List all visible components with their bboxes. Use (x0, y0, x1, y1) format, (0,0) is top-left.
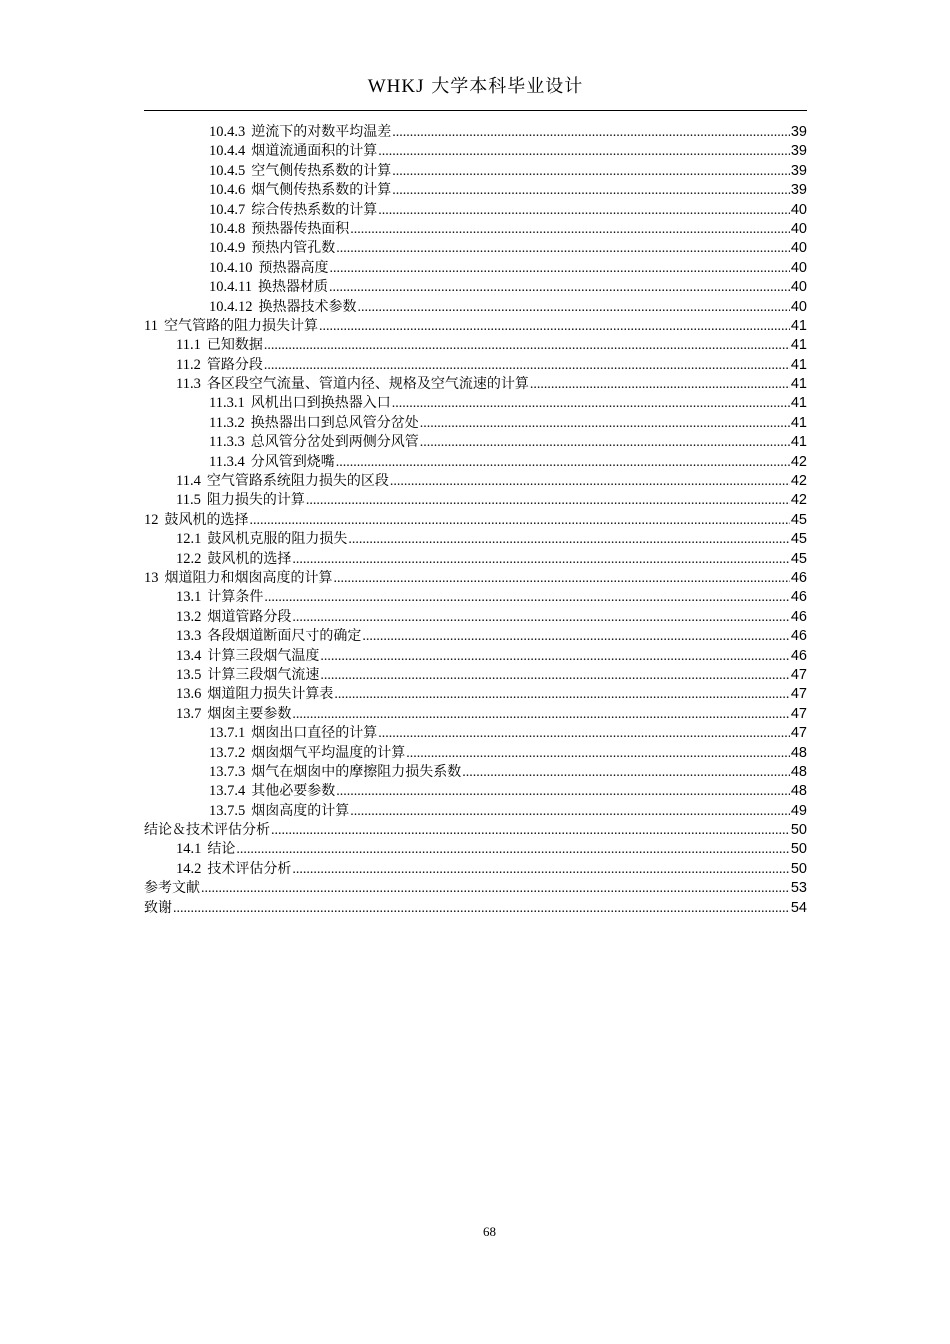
toc-entry-number: 11.3 (176, 376, 201, 393)
toc-entry[interactable] (144, 433, 807, 452)
toc-entry-title: 技术评估分析 (207, 860, 292, 877)
toc-entry[interactable] (144, 511, 807, 530)
toc-entry-number: 13.7 (176, 705, 202, 722)
toc-entry-title: 预热器高度 (258, 259, 329, 276)
toc-dot-leader (201, 879, 790, 898)
toc-entry-number: 13.1 (176, 589, 202, 606)
toc-entry[interactable] (144, 336, 807, 355)
toc-entry-title: 烟道阻力和烟囱高度的计算 (164, 569, 333, 586)
toc-entry[interactable] (144, 608, 807, 627)
toc-dot-leader (362, 627, 789, 646)
toc-entry-number: 13 (144, 569, 159, 586)
toc-entry-number: 13.2 (176, 608, 202, 625)
toc-entry-title: 各区段空气流量、管道内径、规格及空气流速的计算 (206, 376, 529, 393)
toc-entry-page: 47 (790, 686, 807, 703)
toc-entry-title: 烟道阻力损失计算表 (207, 686, 334, 703)
toc-entry[interactable] (144, 259, 807, 278)
toc-dot-leader (392, 162, 790, 181)
toc-entry-number: 14.1 (176, 841, 202, 858)
toc-entry-number: 10.4.4 (209, 143, 246, 160)
toc-entry-title: 空气侧传热系数的计算 (251, 162, 392, 179)
toc-entry-page: 48 (790, 763, 807, 780)
toc-entry-title: 参考文献 (144, 880, 200, 897)
toc-entry[interactable] (144, 453, 807, 472)
toc-dot-leader (336, 239, 790, 258)
toc-dot-leader (336, 782, 790, 801)
toc-entry-number: 10.4.5 (209, 162, 246, 179)
toc-entry-title: 其他必要参数 (251, 783, 336, 800)
toc-entry-page: 41 (790, 337, 807, 354)
toc-entry[interactable] (144, 550, 807, 569)
toc-dot-leader (530, 375, 790, 394)
toc-entry-page: 54 (790, 899, 807, 916)
toc-entry[interactable] (144, 685, 807, 704)
toc-dot-leader (334, 569, 790, 588)
toc-entry-page: 49 (790, 802, 807, 819)
toc-entry-number: 10.4.10 (209, 259, 253, 276)
toc-entry-page: 39 (790, 182, 807, 199)
toc-entry-page: 42 (790, 453, 807, 470)
toc-entry[interactable] (144, 142, 807, 161)
toc-entry[interactable] (144, 201, 807, 220)
toc-entry-number: 13.4 (176, 647, 202, 664)
toc-dot-leader (292, 860, 789, 879)
toc-dot-leader (392, 394, 790, 413)
toc-entry-page: 46 (790, 608, 807, 625)
toc-entry-title: 致谢 (144, 899, 172, 916)
toc-entry-number: 10.4.3 (209, 124, 246, 140)
toc-entry-number: 13.6 (176, 686, 202, 703)
toc-entry-title: 烟气侧传热系数的计算 (251, 182, 392, 199)
toc-entry-number: 13.7.3 (209, 763, 246, 780)
toc-entry-title: 烟囱烟气平均温度的计算 (251, 744, 406, 761)
toc-entry-number: 10.4.9 (209, 240, 246, 257)
toc-entry[interactable] (144, 879, 807, 898)
toc-dot-leader (292, 705, 789, 724)
toc-entry-title: 鼓风机克服的阻力损失 (207, 531, 348, 548)
toc-entry[interactable] (144, 763, 807, 782)
toc-entry-number: 11.3.3 (209, 434, 245, 451)
toc-entry[interactable] (144, 394, 807, 413)
toc-entry-page: 42 (790, 473, 807, 490)
toc-entry[interactable] (144, 220, 807, 239)
toc-entry-title: 分风管到烧嘴 (250, 453, 335, 470)
toc-dot-leader (173, 899, 790, 918)
toc-entry[interactable] (144, 356, 807, 375)
toc-entry-title: 综合传热系数的计算 (251, 201, 378, 218)
toc-entry-number: 14.2 (176, 860, 202, 877)
toc-entry-page: 50 (790, 860, 807, 877)
toc-entry[interactable] (144, 530, 807, 549)
toc-entry[interactable] (144, 472, 807, 491)
toc-entry[interactable] (144, 782, 807, 801)
toc-dot-leader (264, 336, 790, 355)
toc-dot-leader (330, 259, 790, 278)
toc-entry[interactable] (144, 666, 807, 685)
toc-entry[interactable] (144, 569, 807, 588)
toc-dot-leader (462, 763, 790, 782)
toc-entry[interactable] (144, 414, 807, 433)
toc-entry-number: 11.3.1 (209, 395, 245, 412)
toc-entry-title: 空气管路的阻力损失计算 (163, 317, 318, 334)
toc-entry[interactable] (144, 899, 807, 918)
toc-dot-leader (292, 550, 789, 569)
header-title-text: 大学本科毕业设计 (431, 76, 584, 97)
toc-entry[interactable] (144, 840, 807, 859)
toc-entry-number: 11.1 (176, 337, 201, 354)
toc-entry-page: 40 (790, 259, 807, 276)
toc-entry-page: 41 (790, 356, 807, 373)
toc-entry-number: 11.3.4 (209, 453, 245, 470)
toc-dot-leader (378, 142, 790, 161)
toc-entry[interactable] (144, 162, 807, 181)
toc-entry-page: 47 (790, 725, 807, 742)
toc-dot-leader (350, 220, 790, 239)
page-number: 68 (483, 1224, 496, 1239)
toc-entry-title: 烟囱出口直径的计算 (251, 725, 378, 742)
toc-entry-title: 换热器技术参数 (258, 298, 357, 315)
toc-entry-page: 46 (790, 628, 807, 645)
toc-entry-title: 烟道流通面积的计算 (251, 143, 378, 160)
toc-entry[interactable] (144, 588, 807, 607)
toc-entry-title: 风机出口到换热器入口 (250, 395, 391, 412)
toc-entry-page: 48 (790, 744, 807, 761)
header-latin-text: WHKJ (367, 76, 425, 97)
toc-entry-number: 13.3 (176, 628, 202, 645)
toc-entry-title: 预热内管孔数 (251, 240, 336, 257)
toc-dot-leader (392, 123, 790, 142)
toc-entry[interactable] (144, 298, 807, 317)
toc-dot-leader (264, 588, 789, 607)
toc-dot-leader (292, 608, 789, 627)
toc-entry-number: 12.1 (176, 531, 202, 548)
toc-entry[interactable] (144, 181, 807, 200)
toc-entry-title: 烟气在烟囱中的摩擦阻力损失系数 (251, 763, 462, 780)
toc-dot-leader (236, 840, 789, 859)
toc-dot-leader (378, 724, 790, 743)
toc-dot-leader (350, 802, 790, 821)
toc-dot-leader (336, 453, 790, 472)
toc-entry-page: 45 (790, 511, 807, 528)
page-header (144, 72, 807, 98)
toc-entry-number: 11.4 (176, 473, 201, 490)
toc-entry-title: 烟囱主要参数 (207, 705, 292, 722)
toc-entry[interactable] (144, 278, 807, 297)
toc-entry-title: 管路分段 (206, 356, 263, 373)
toc-entry-number: 13.5 (176, 666, 202, 683)
toc-entry-title: 计算条件 (207, 589, 264, 606)
toc-entry-page: 41 (790, 434, 807, 451)
toc-dot-leader (358, 298, 790, 317)
toc-dot-leader (378, 201, 790, 220)
toc-entry-page: 41 (790, 414, 807, 431)
toc-dot-leader (392, 181, 790, 200)
toc-entry[interactable] (144, 491, 807, 510)
toc-entry-title: 结论＆技术评估分析 (144, 822, 270, 839)
toc-entry-number: 11.3.2 (209, 414, 245, 431)
toc-entry-title: 计算三段烟气温度 (207, 647, 320, 664)
toc-dot-leader (271, 821, 790, 840)
toc-entry-page: 53 (790, 880, 807, 897)
toc-entry-number: 10.4.6 (209, 182, 246, 199)
toc-dot-leader (264, 356, 790, 375)
toc-entry-page: 46 (790, 569, 807, 586)
toc-entry-number: 10.4.7 (209, 201, 246, 218)
toc-entry-title: 预热器传热面积 (251, 220, 350, 237)
toc-entry-number: 12.2 (176, 550, 202, 567)
toc-entry-page: 40 (790, 220, 807, 237)
toc-entry-page: 42 (790, 492, 807, 509)
toc-dot-leader (320, 647, 789, 666)
toc-entry-title: 计算三段烟气流速 (207, 666, 320, 683)
toc-entry-title: 逆流下的对数平均温差 (251, 124, 392, 140)
toc-entry-page: 39 (790, 143, 807, 160)
toc-entry-number: 13.7.1 (209, 725, 246, 742)
toc-entry[interactable] (144, 375, 807, 394)
toc-entry-page: 47 (790, 666, 807, 683)
toc-entry-title: 换热器材质 (257, 279, 328, 296)
toc-entry-title: 结论 (207, 841, 236, 858)
toc-entry[interactable] (144, 647, 807, 666)
toc-entry-page: 47 (790, 705, 807, 722)
toc-entry-page: 50 (790, 822, 807, 839)
toc-entry-title: 已知数据 (206, 337, 263, 354)
toc-entry-page: 40 (790, 240, 807, 257)
toc-entry-page: 40 (790, 279, 807, 296)
toc-dot-leader (420, 433, 790, 452)
toc-entry-page: 48 (790, 783, 807, 800)
toc-entry-page: 39 (790, 162, 807, 179)
toc-dot-leader (320, 666, 789, 685)
toc-dot-leader (329, 278, 790, 297)
header-divider (144, 110, 807, 111)
toc-entry-page: 41 (790, 376, 807, 393)
toc-entry-page: 40 (790, 201, 807, 218)
toc-entry-page: 45 (790, 531, 807, 548)
toc-entry-number: 13.7.2 (209, 744, 246, 761)
toc-entry-page: 41 (790, 317, 807, 334)
toc-entry-page: 46 (790, 589, 807, 606)
toc-entry-number: 13.7.4 (209, 783, 246, 800)
toc-entry-number: 11 (144, 317, 158, 334)
toc-entry[interactable] (144, 724, 807, 743)
toc-entry-page: 50 (790, 841, 807, 858)
toc-entry[interactable] (144, 239, 807, 258)
toc-entry-number: 13.7.5 (209, 802, 246, 819)
toc-entry[interactable] (144, 123, 807, 142)
toc-entry-title: 空气管路系统阻力损失的区段 (206, 473, 389, 490)
toc-entry[interactable] (144, 821, 807, 840)
toc-entry-page: 40 (790, 298, 807, 315)
toc-entry-number: 10.4.8 (209, 220, 246, 237)
toc-dot-leader (334, 685, 789, 704)
toc-dot-leader (319, 317, 790, 336)
toc-entry-title: 鼓风机的选择 (164, 511, 249, 528)
toc-entry[interactable] (144, 802, 807, 821)
toc-dot-leader (250, 511, 790, 530)
toc-entry-number: 12 (144, 511, 159, 528)
toc-dot-leader (348, 530, 789, 549)
toc-entry-title: 鼓风机的选择 (207, 550, 292, 567)
toc-entry-title: 烟囱高度的计算 (251, 802, 350, 819)
toc-entry-title: 阻力损失的计算 (206, 492, 305, 509)
toc-entry-title: 总风管分岔处到两侧分风管 (250, 434, 419, 451)
toc-entry-page: 39 (790, 124, 807, 140)
toc-entry-number: 11.5 (176, 492, 201, 509)
toc-dot-leader (306, 491, 790, 510)
toc-entry-number: 10.4.12 (209, 298, 253, 315)
toc-entry-number: 10.4.11 (209, 279, 252, 296)
table-of-contents (144, 123, 807, 918)
toc-entry[interactable] (144, 317, 807, 336)
toc-entry-page: 41 (790, 395, 807, 412)
toc-dot-leader (390, 472, 790, 491)
toc-entry-page: 46 (790, 647, 807, 664)
toc-entry-title: 烟道管路分段 (207, 608, 292, 625)
toc-entry[interactable] (144, 705, 807, 724)
toc-dot-leader (406, 744, 790, 763)
toc-entry[interactable] (144, 744, 807, 763)
toc-entry[interactable] (144, 627, 807, 646)
toc-entry-title: 换热器出口到总风管分岔处 (250, 414, 419, 431)
toc-dot-leader (420, 414, 790, 433)
toc-entry-number: 11.2 (176, 356, 201, 373)
toc-entry-page: 45 (790, 550, 807, 567)
toc-entry-title: 各段烟道断面尺寸的确定 (207, 628, 362, 645)
toc-entry[interactable] (144, 860, 807, 879)
